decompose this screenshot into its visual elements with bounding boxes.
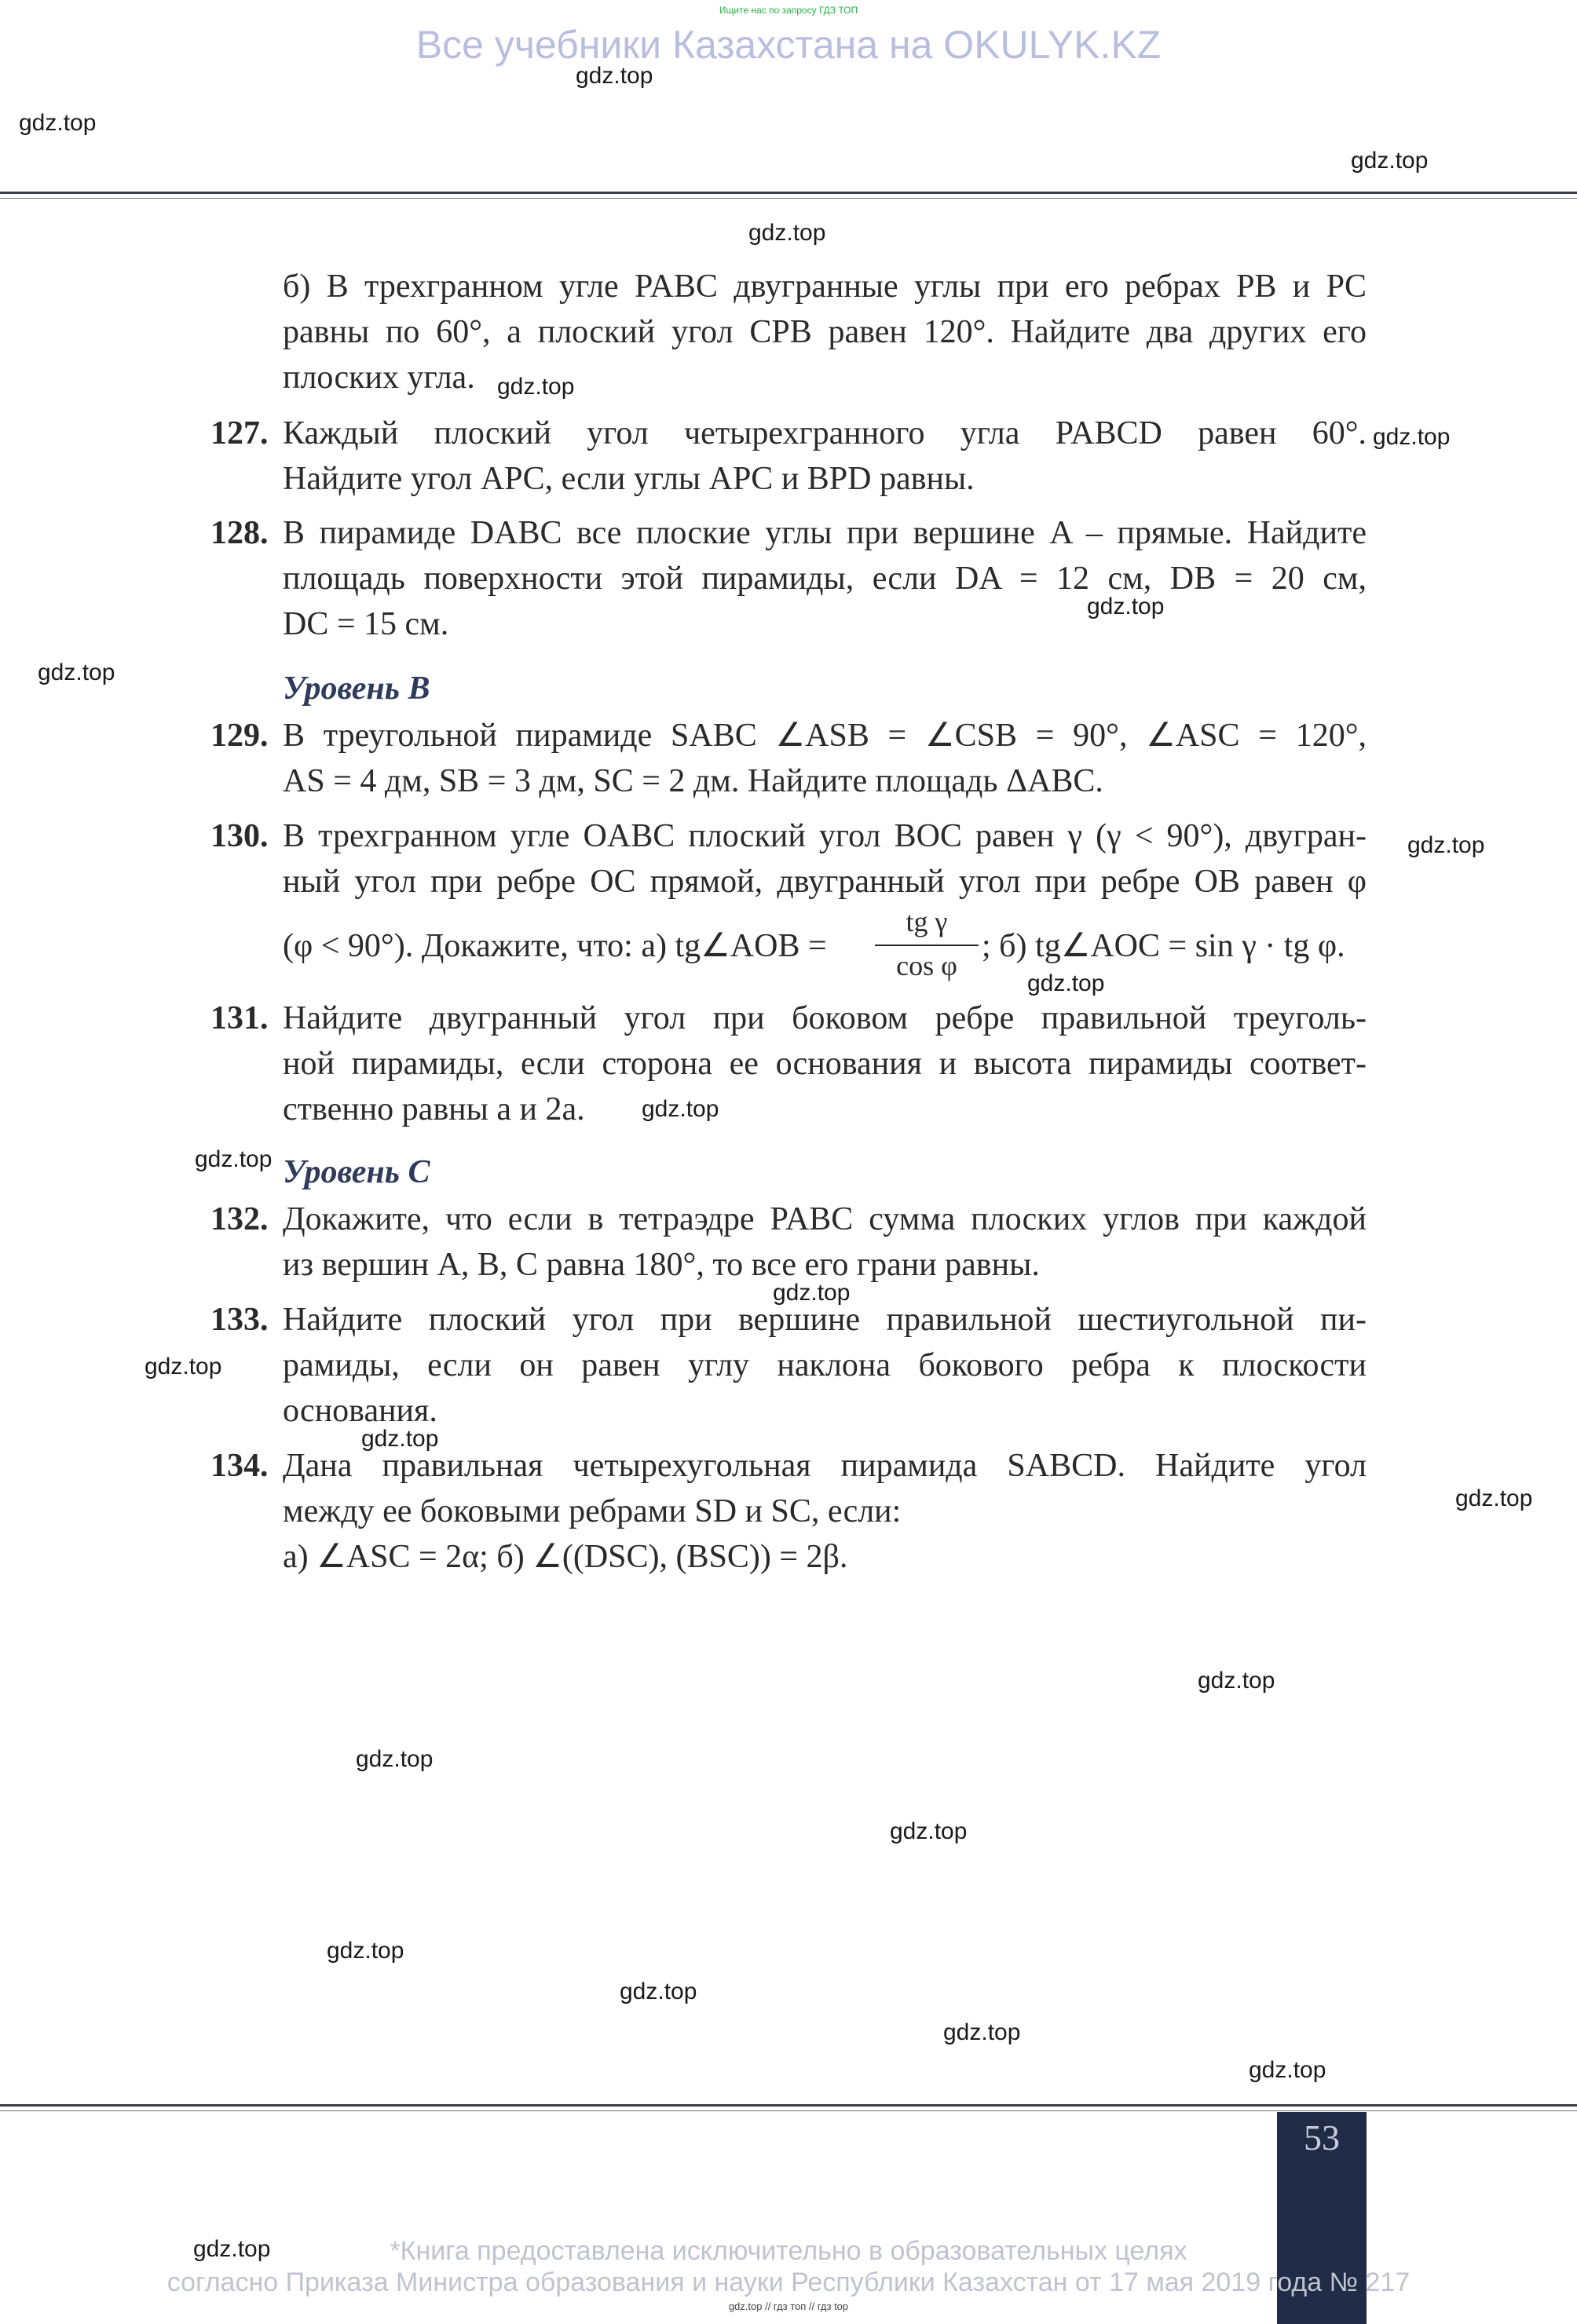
watermark: gdz.top bbox=[1087, 594, 1165, 619]
watermark: gdz.top bbox=[38, 660, 115, 685]
watermark: gdz.top bbox=[576, 63, 653, 89]
problem-number-133: 133. bbox=[210, 1302, 269, 1338]
problem-number-127: 127. bbox=[210, 415, 269, 451]
problem-number-128: 128. bbox=[210, 515, 269, 551]
top-note: Ищите нас по запросу ГДЗ ТОП bbox=[719, 5, 858, 16]
p134-line-2: между ее боковыми ребрами SD и SC, если: bbox=[283, 1493, 902, 1529]
top-rule bbox=[0, 192, 1577, 194]
p129-line-2: AS = 4 дм, SB = 3 дм, SC = 2 дм. Найдите площадь ΔABC. bbox=[283, 763, 1103, 799]
problem-number-129: 129. bbox=[210, 718, 269, 754]
p128-line-3: DC = 15 см. bbox=[283, 606, 449, 642]
watermark: gdz.top bbox=[642, 1096, 719, 1122]
watermark: gdz.top bbox=[497, 374, 575, 400]
level-b-heading: Уровень B bbox=[283, 671, 430, 707]
bottom-rule bbox=[0, 2104, 1577, 2107]
watermark: gdz.top bbox=[1249, 2057, 1326, 2083]
page-number: 53 bbox=[1304, 2118, 1340, 2158]
watermark: gdz.top bbox=[773, 1280, 851, 1306]
p134-line-3: а) ∠ASC = 2α; б) ∠((DSC), (BSC)) = 2β. bbox=[283, 1539, 848, 1575]
watermark: gdz.top bbox=[1455, 1485, 1533, 1511]
top-rule-thin bbox=[0, 198, 1577, 199]
footer-line-1: *Книга предоставлена исключительно в образовательных целях bbox=[390, 2236, 1187, 2266]
level-c-heading: Уровень C bbox=[283, 1154, 430, 1190]
watermark: gdz.top bbox=[145, 1354, 222, 1379]
p130-fraction-denominator: cos φ bbox=[896, 950, 957, 981]
watermark: gdz.top bbox=[1407, 832, 1485, 858]
watermark: gdz.top bbox=[1198, 1668, 1275, 1694]
watermark: gdz.top bbox=[195, 1146, 273, 1172]
watermark: gdz.top bbox=[193, 2236, 271, 2262]
watermark: gdz.top bbox=[890, 1818, 968, 1844]
watermark: gdz.top bbox=[1027, 970, 1105, 996]
problem-number-134: 134. bbox=[210, 1448, 269, 1484]
p134-line-1: Дана правильная четырехугольная пирамида SABCD. Найдите угол bbox=[283, 1448, 1367, 1484]
p132-line-1: Докажите, что если в тетраэдре PABC сумма плоских углов при каждой bbox=[283, 1201, 1367, 1237]
watermark: gdz.top bbox=[327, 1938, 404, 1964]
watermark: gdz.top bbox=[748, 220, 826, 246]
watermark: gdz.top bbox=[19, 110, 97, 136]
p129-line-1: В треугольной пирамиде SABC ∠ASB = ∠CSB = 90°, ∠ASC = 120°, bbox=[283, 718, 1367, 754]
p131-line-2: ной пирамиды, если сторона ее основания и высота пирамиды соответ- bbox=[283, 1046, 1367, 1082]
problem-number-130: 130. bbox=[210, 818, 269, 854]
p130-fraction-numerator: tg γ bbox=[906, 906, 948, 937]
p130-formula-right: ; б) tg∠AOC = sin γ · tg φ. bbox=[982, 928, 1345, 964]
p128-line-2: площадь поверхности этой пирамиды, если DA = 12 см, DB = 20 см, bbox=[283, 561, 1367, 597]
p133-line-3: основания. bbox=[283, 1393, 437, 1429]
site-banner[interactable]: Все учебники Казахстана на OKULYK.KZ bbox=[415, 23, 1162, 67]
p126b-line-3: плоских угла. bbox=[283, 360, 475, 396]
problem-number-131: 131. bbox=[210, 1000, 269, 1036]
p127-line-1: Каждый плоский угол четырехгранного угла PABCD равен 60°. bbox=[283, 415, 1367, 451]
watermark: gdz.top bbox=[1373, 424, 1451, 450]
p130-formula-left: (φ < 90°). Докажите, что: а) tg∠AOB = bbox=[283, 928, 827, 964]
p128-line-1: В пирамиде DABC все плоские углы при вершине A – прямые. Найдите bbox=[283, 515, 1367, 551]
watermark: gdz.top bbox=[620, 1979, 697, 2004]
p133-line-2: рамиды, если он равен углу наклона бокового ребра к плоскости bbox=[283, 1347, 1367, 1383]
p130-line-2: ный угол при ребре OC прямой, двугранный угол при ребре OB равен φ bbox=[283, 864, 1367, 900]
p133-line-1: Найдите плоский угол при вершине правильной шестиугольной пи- bbox=[283, 1302, 1367, 1338]
footer-small-links[interactable]: gdz.top // гдз топ // гдз top bbox=[728, 2300, 849, 2312]
watermark: gdz.top bbox=[361, 1426, 439, 1452]
p126b-line-1: б) В трехгранном угле PABC двугранные углы при его ребрах PB и PC bbox=[283, 269, 1367, 305]
p130-fraction-bar bbox=[875, 945, 979, 946]
watermark: gdz.top bbox=[943, 2019, 1021, 2045]
p130-line-1: В трехгранном угле OABC плоский угол BOC равен γ (γ < 90°), двугран- bbox=[283, 818, 1367, 854]
bottom-rule-thin bbox=[0, 2110, 1577, 2111]
p132-line-2: из вершин A, B, C равна 180°, то все его грани равны. bbox=[283, 1247, 1040, 1283]
p127-line-2: Найдите угол APC, если углы APC и BPD равны. bbox=[283, 461, 975, 497]
watermark: gdz.top bbox=[1351, 148, 1429, 174]
footer-line-2: согласно Приказа Министра образования и науки Республики Казахстан от 17 мая 2019 года № 217 bbox=[166, 2267, 1411, 2297]
problem-number-132: 132. bbox=[210, 1201, 269, 1237]
watermark: gdz.top bbox=[356, 1746, 434, 1772]
p126b-line-2: равны по 60°, а плоский угол CPB равен 120°. Найдите два других его bbox=[283, 314, 1367, 350]
p131-line-1: Найдите двугранный угол при боковом ребре правильной треуголь- bbox=[283, 1000, 1367, 1036]
p131-line-3: ственно равны a и 2a. bbox=[283, 1091, 585, 1127]
